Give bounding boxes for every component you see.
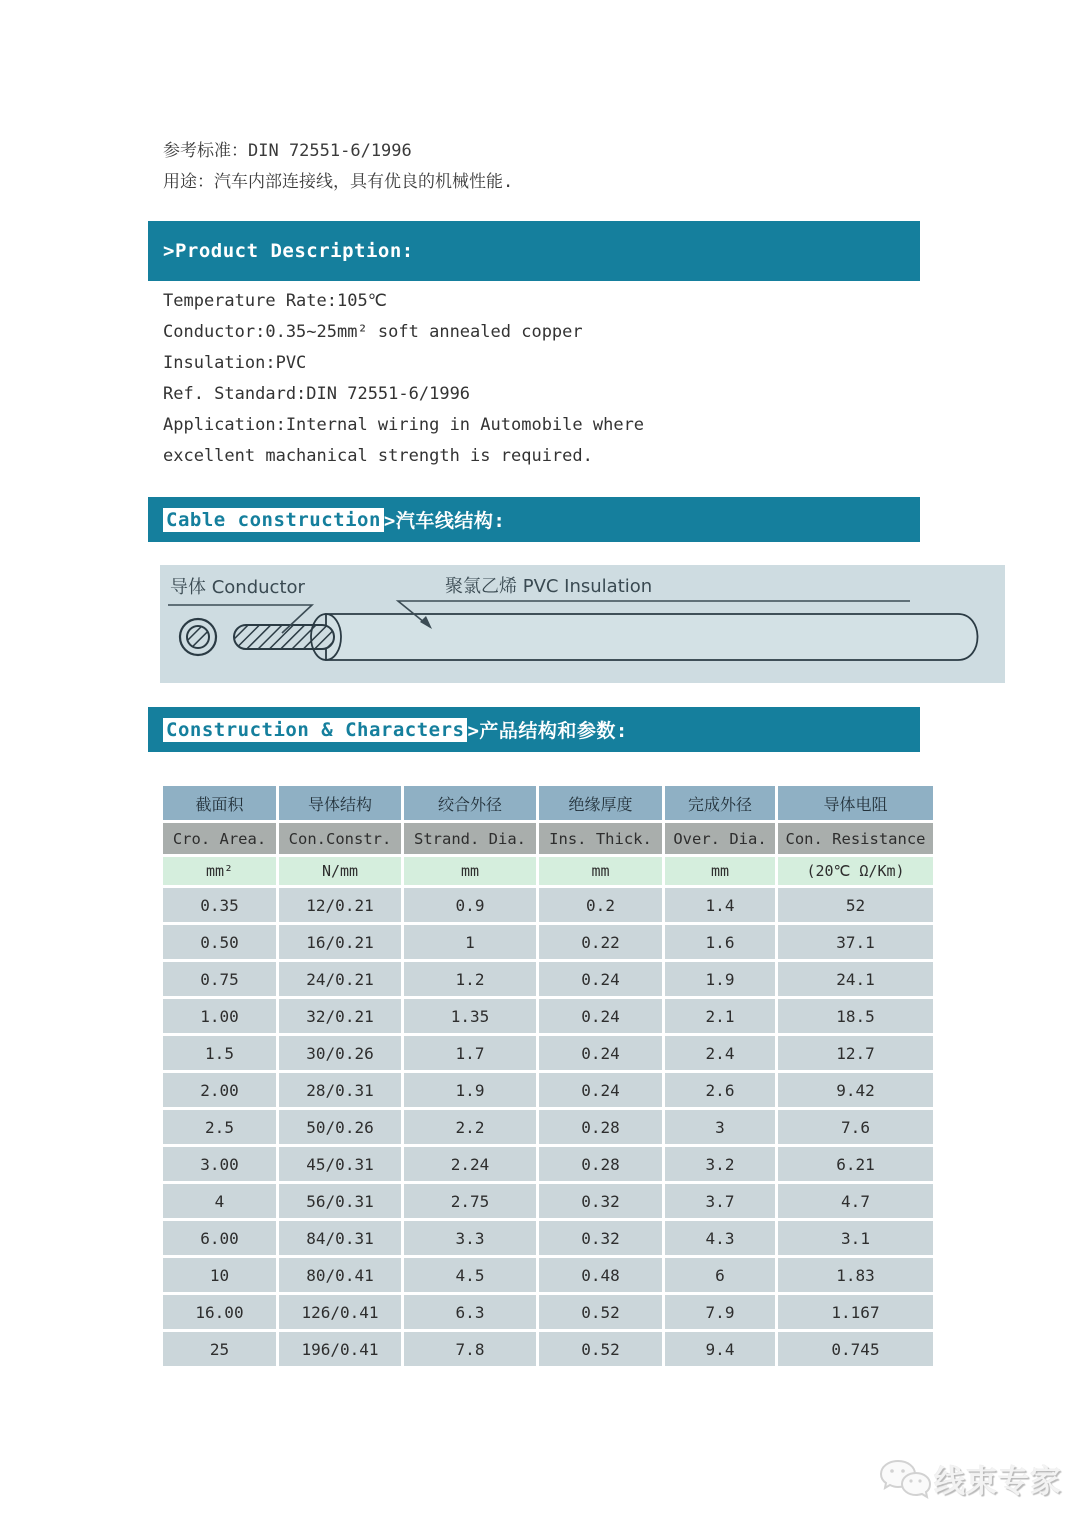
table-row: [163, 1221, 933, 1255]
table-cell: 6: [665, 1258, 775, 1292]
table-cell: 2.24: [404, 1147, 536, 1181]
table-cell: mm: [404, 857, 536, 885]
table-cell: 196/0.41: [279, 1332, 401, 1366]
table-cell: 3.7: [665, 1184, 775, 1218]
table-cell: 30/0.26: [279, 1036, 401, 1070]
cable-construction-title-rest: >汽车线结构:: [383, 510, 506, 532]
table-header-row-en: [163, 823, 933, 854]
table-cell: 24.1: [778, 962, 933, 996]
table-cell: Over. Dia.: [665, 823, 775, 854]
table-cell: 2.5: [163, 1110, 276, 1144]
table-row: [163, 1036, 933, 1070]
construction-characters-title-highlight: Construction & Characters: [163, 718, 467, 742]
spec-table-section: [160, 783, 926, 1369]
table-row: [163, 1147, 933, 1181]
table-cell: 16.00: [163, 1295, 276, 1329]
table-cell: 1.4: [665, 888, 775, 922]
table-cell: 52: [778, 888, 933, 922]
table-cell: 4.7: [778, 1184, 933, 1218]
table-cell: 绞合外径: [404, 786, 536, 820]
conductor-label: 导体 Conductor: [170, 577, 305, 598]
table-cell: 10: [163, 1258, 276, 1292]
cable-construction-title-highlight: Cable construction: [163, 508, 384, 532]
table-cell: 0.48: [539, 1258, 662, 1292]
table-cell: 0.745: [778, 1332, 933, 1366]
table-cell: 2.75: [404, 1184, 536, 1218]
table-cell: 完成外径: [665, 786, 775, 820]
table-cell: 2.2: [404, 1110, 536, 1144]
table-cell: Cro. Area.: [163, 823, 276, 854]
description-line: Temperature Rate:105℃: [163, 291, 387, 311]
table-cell: 0.24: [539, 1036, 662, 1070]
table-row: [163, 1110, 933, 1144]
table-cell: 6.21: [778, 1147, 933, 1181]
table-row: [163, 1073, 933, 1107]
table-cell: 2.6: [665, 1073, 775, 1107]
table-cell: 0.9: [404, 888, 536, 922]
spec-table: [160, 783, 936, 1369]
table-cell: 9.4: [665, 1332, 775, 1366]
product-description-title: >Product Description:: [163, 240, 414, 262]
table-cell: 45/0.31: [279, 1147, 401, 1181]
table-cell: 16/0.21: [279, 925, 401, 959]
construction-characters-title-rest: >产品结构和参数:: [467, 720, 628, 742]
usage-line: 用途：汽车内部连接线，具有优良的机械性能.: [163, 172, 514, 192]
product-description-body: [163, 292, 783, 478]
table-cell: 24/0.21: [279, 962, 401, 996]
table-cell: 2.00: [163, 1073, 276, 1107]
table-cell: N/mm: [279, 857, 401, 885]
table-cell: 绝缘厚度: [539, 786, 662, 820]
table-cell: 25: [163, 1332, 276, 1366]
table-units-row: [163, 857, 933, 885]
table-cell: 28/0.31: [279, 1073, 401, 1107]
table-cell: 18.5: [778, 999, 933, 1033]
cross-section-conductor: [187, 626, 209, 648]
description-line: Conductor:0.35~25mm² soft annealed copper: [163, 322, 583, 342]
spec-table-body: [163, 786, 933, 1366]
wechat-logo-icon: [876, 1453, 934, 1503]
product-description-header: [148, 221, 920, 281]
table-cell: 4.3: [665, 1221, 775, 1255]
cable-construction-header: [148, 497, 920, 542]
table-cell: 0.50: [163, 925, 276, 959]
insulation-label: 聚氯乙烯 PVC Insulation: [445, 576, 653, 597]
watermark: [876, 1443, 1066, 1513]
table-cell: Strand. Dia.: [404, 823, 536, 854]
table-cell: 56/0.31: [279, 1184, 401, 1218]
table-cell: 1.167: [778, 1295, 933, 1329]
table-cell: 1.5: [163, 1036, 276, 1070]
table-cell: 1.9: [404, 1073, 536, 1107]
table-cell: 0.75: [163, 962, 276, 996]
table-row: [163, 1332, 933, 1366]
table-cell: 导体结构: [279, 786, 401, 820]
table-cell: 3.2: [665, 1147, 775, 1181]
table-cell: 6.3: [404, 1295, 536, 1329]
table-cell: 0.22: [539, 925, 662, 959]
table-cell: 1.00: [163, 999, 276, 1033]
table-cell: mm: [665, 857, 775, 885]
table-row: [163, 999, 933, 1033]
table-cell: mm²: [163, 857, 276, 885]
table-cell: 0.35: [163, 888, 276, 922]
table-row: [163, 1295, 933, 1329]
table-row: [163, 925, 933, 959]
table-cell: 9.42: [778, 1073, 933, 1107]
top-text-block: [163, 136, 863, 198]
table-cell: 7.6: [778, 1110, 933, 1144]
table-cell: 0.52: [539, 1295, 662, 1329]
table-row: [163, 962, 933, 996]
table-cell: mm: [539, 857, 662, 885]
construction-characters-header: [148, 707, 920, 752]
table-row: [163, 888, 933, 922]
description-line: Application:Internal wiring in Automobile where: [163, 415, 645, 435]
table-cell: 126/0.41: [279, 1295, 401, 1329]
table-cell: 0.32: [539, 1184, 662, 1218]
description-line: Insulation:PVC: [163, 353, 307, 373]
table-cell: 7.8: [404, 1332, 536, 1366]
table-cell: Con. Resistance: [778, 823, 933, 854]
table-cell: 3.00: [163, 1147, 276, 1181]
table-cell: 0.24: [539, 962, 662, 996]
table-cell: 50/0.26: [279, 1110, 401, 1144]
table-cell: 37.1: [778, 925, 933, 959]
table-cell: 80/0.41: [279, 1258, 401, 1292]
table-row: [163, 1258, 933, 1292]
table-cell: 0.28: [539, 1110, 662, 1144]
ref-standard-line: 参考标准：DIN 72551-6/1996: [163, 141, 412, 161]
table-cell: 1.2: [404, 962, 536, 996]
table-cell: 3.1: [778, 1221, 933, 1255]
cable-diagram-drawing: [160, 565, 1005, 683]
table-cell: 3: [665, 1110, 775, 1144]
table-cell: 截面积: [163, 786, 276, 820]
table-cell: 32/0.21: [279, 999, 401, 1033]
table-cell: 4.5: [404, 1258, 536, 1292]
table-cell: 0.24: [539, 999, 662, 1033]
table-cell: (20℃ Ω/Km): [778, 857, 933, 885]
description-line: Ref. Standard:DIN 72551-6/1996: [163, 384, 471, 404]
cable-diagram: [160, 565, 1005, 683]
table-cell: 12.7: [778, 1036, 933, 1070]
table-cell: 1.9: [665, 962, 775, 996]
table-cell: 7.9: [665, 1295, 775, 1329]
table-cell: 1.83: [778, 1258, 933, 1292]
table-cell: 3.3: [404, 1221, 536, 1255]
table-cell: 0.24: [539, 1073, 662, 1107]
description-line: excellent machanical strength is required.: [163, 446, 593, 466]
table-cell: 84/0.31: [279, 1221, 401, 1255]
table-header-row-cn: [163, 786, 933, 820]
table-cell: 0.2: [539, 888, 662, 922]
table-cell: 1: [404, 925, 536, 959]
table-cell: 1.6: [665, 925, 775, 959]
table-cell: 1.7: [404, 1036, 536, 1070]
table-cell: 12/0.21: [279, 888, 401, 922]
table-cell: 2.1: [665, 999, 775, 1033]
table-cell: 导体电阻: [778, 786, 933, 820]
table-cell: 2.4: [665, 1036, 775, 1070]
table-cell: Ins. Thick.: [539, 823, 662, 854]
table-cell: 0.52: [539, 1332, 662, 1366]
table-cell: 6.00: [163, 1221, 276, 1255]
table-row: [163, 1184, 933, 1218]
table-cell: 1.35: [404, 999, 536, 1033]
watermark-text: 线束专家: [934, 1463, 1062, 1500]
table-cell: 0.32: [539, 1221, 662, 1255]
table-cell: 0.28: [539, 1147, 662, 1181]
table-cell: 4: [163, 1184, 276, 1218]
table-cell: Con.Constr.: [279, 823, 401, 854]
conductor-rod: [234, 625, 334, 649]
